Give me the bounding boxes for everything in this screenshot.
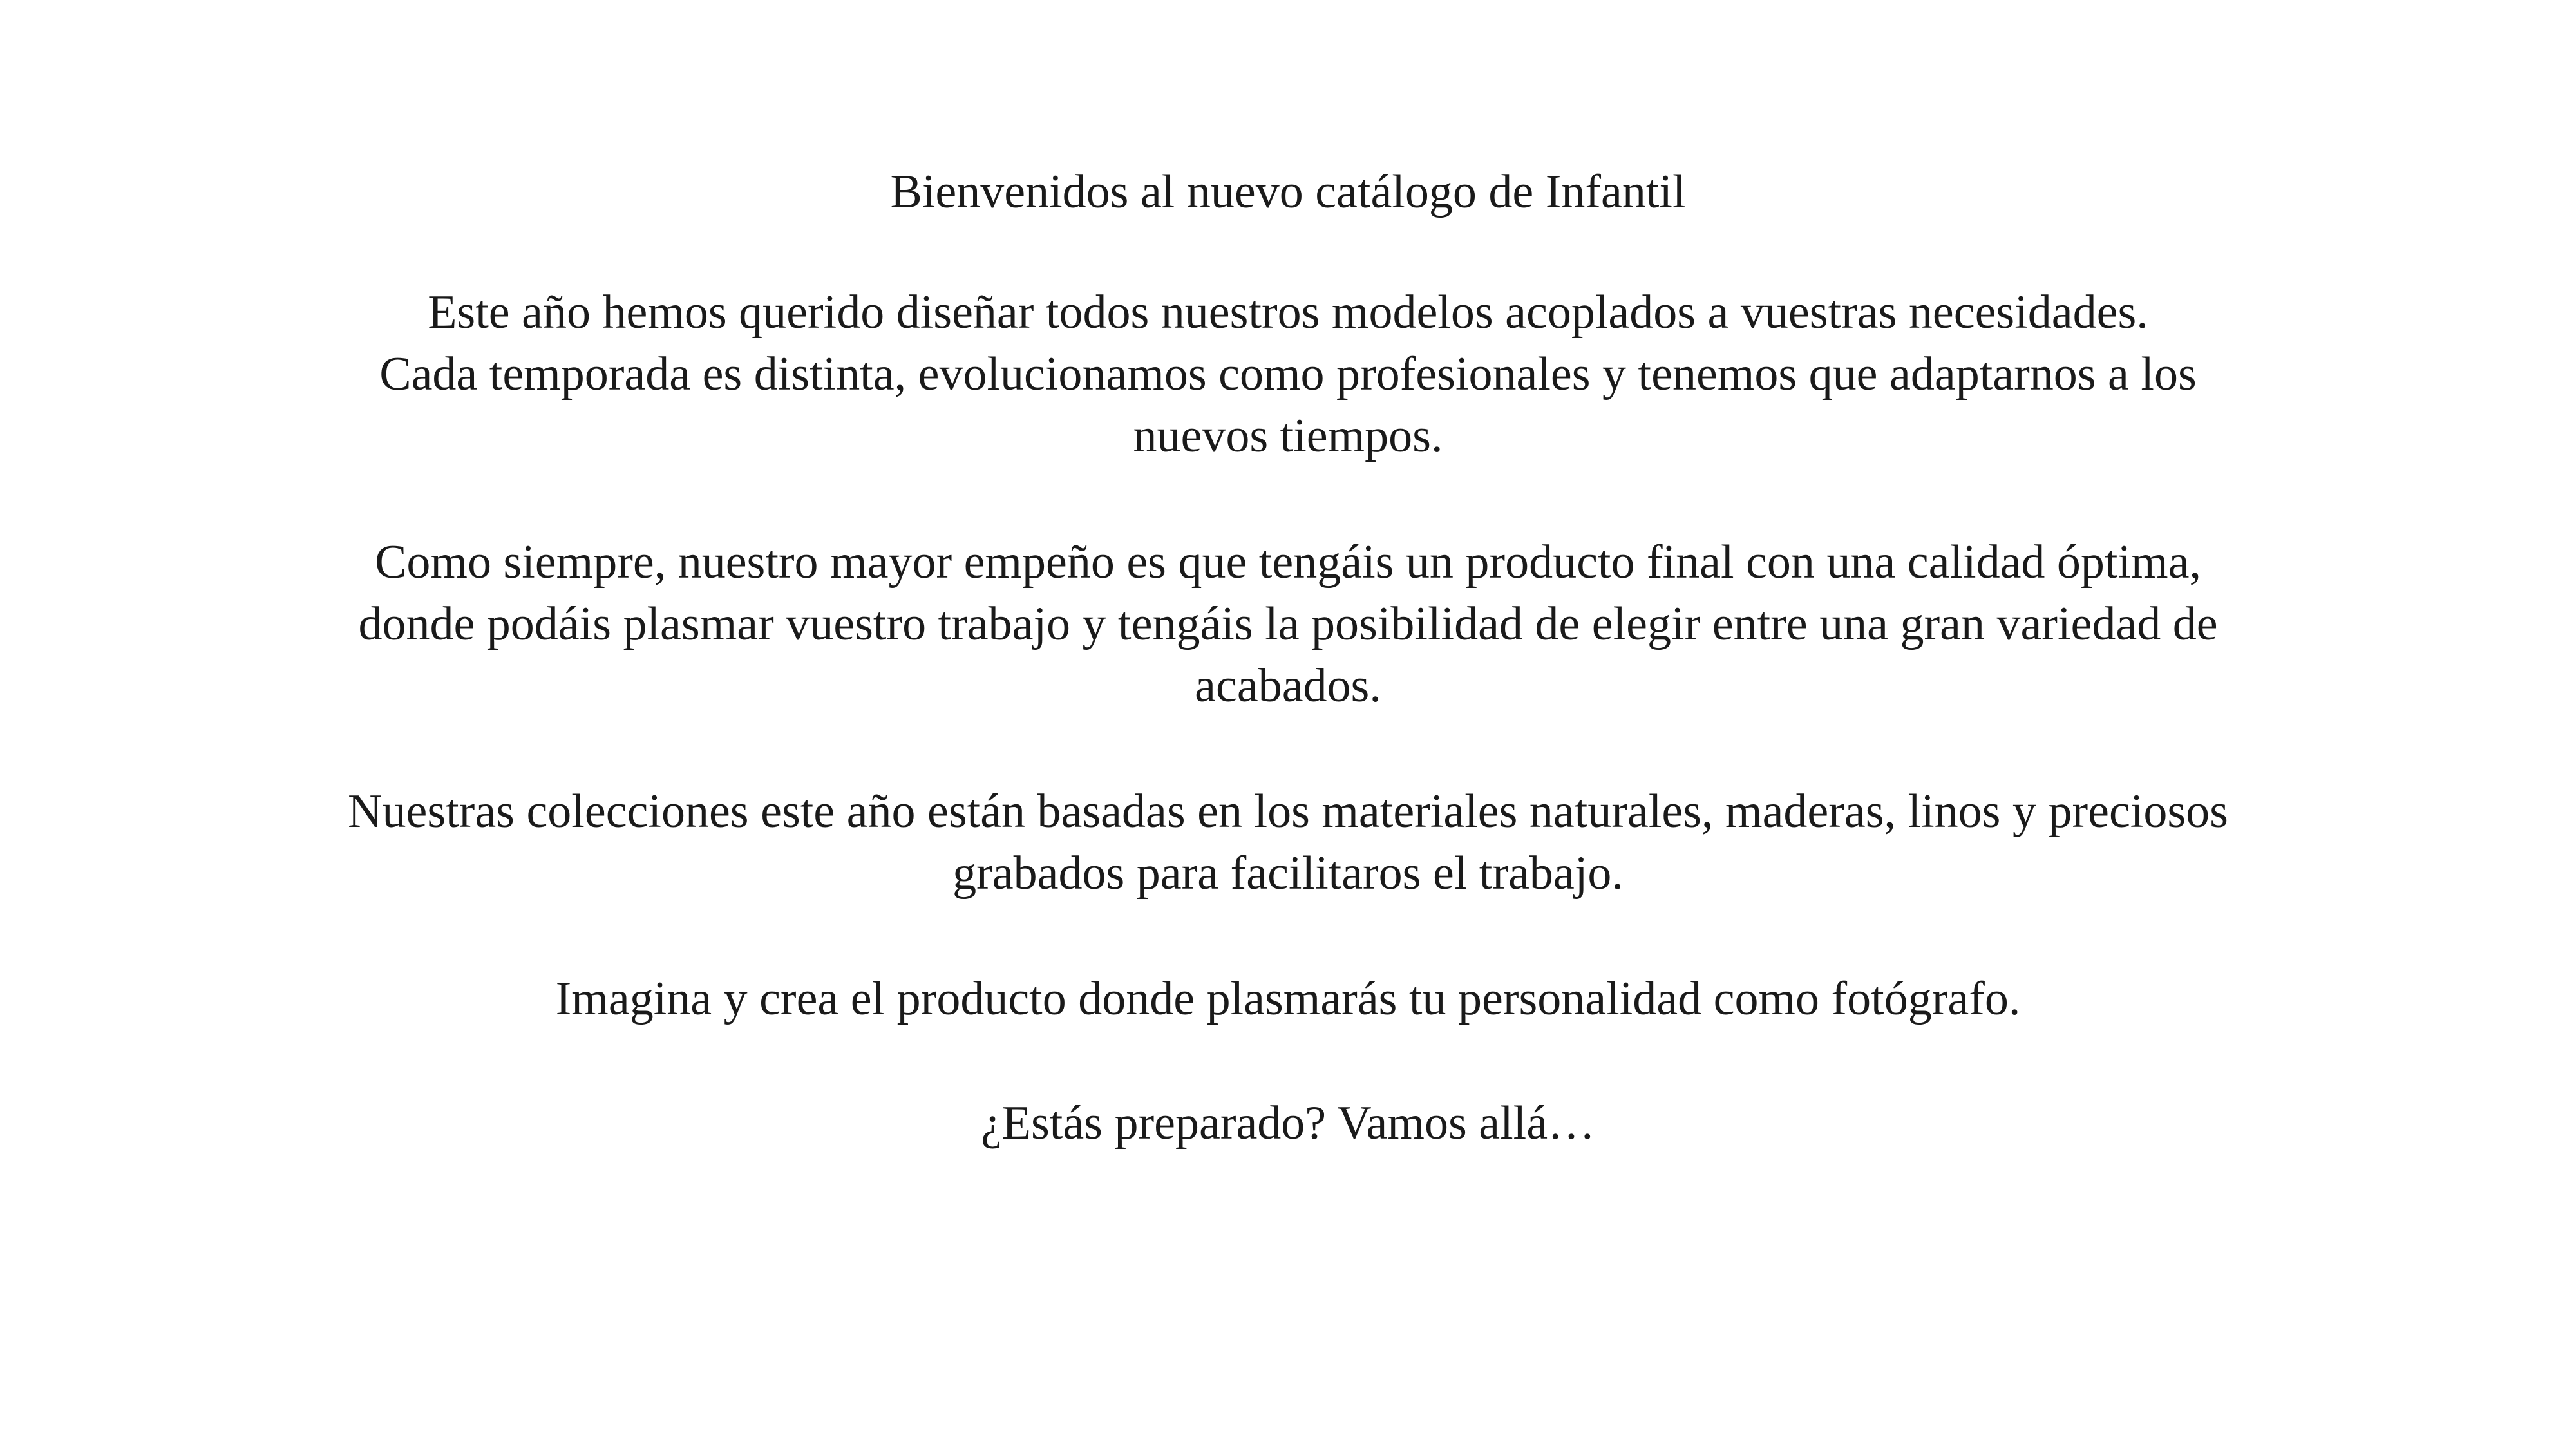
paragraph-2-line-1: Como siempre, nuestro mayor empeño es que tengáis un producto final con una calidad óptima, (375, 536, 2201, 589)
paragraph-3-line-1: Nuestras colecciones este año están basadas en los materiales naturales, maderas, linos y preciosos (348, 785, 2228, 838)
paragraph-4-line-1: Imagina y crea el producto donde plasmarás tu personalidad como fotógrafo. (555, 972, 2021, 1025)
paragraph-2-line-2: donde podáis plasmar vuestro trabajo y tengáis la posibilidad de elegir entre una gran variedad de (358, 598, 2218, 650)
paragraph-1-line-3: nuevos tiempos. (1133, 410, 1443, 462)
page-title: Bienvenidos al nuevo catálogo de Infantil (890, 166, 1686, 218)
closing-line: ¿Estás preparado? Vamos allá… (980, 1097, 1596, 1150)
paragraph-1-line-1: Este año hemos querido diseñar todos nuestros modelos acoplados a vuestras necesidades. (428, 286, 2148, 339)
paragraph-2-line-3: acabados. (1195, 659, 1381, 712)
paragraph-3-line-2: grabados para facilitaros el trabajo. (952, 847, 1624, 900)
paragraph-1-line-2: Cada temporada es distinta, evolucionamos como profesionales y tenemos que adaptarnos a los (379, 348, 2197, 401)
